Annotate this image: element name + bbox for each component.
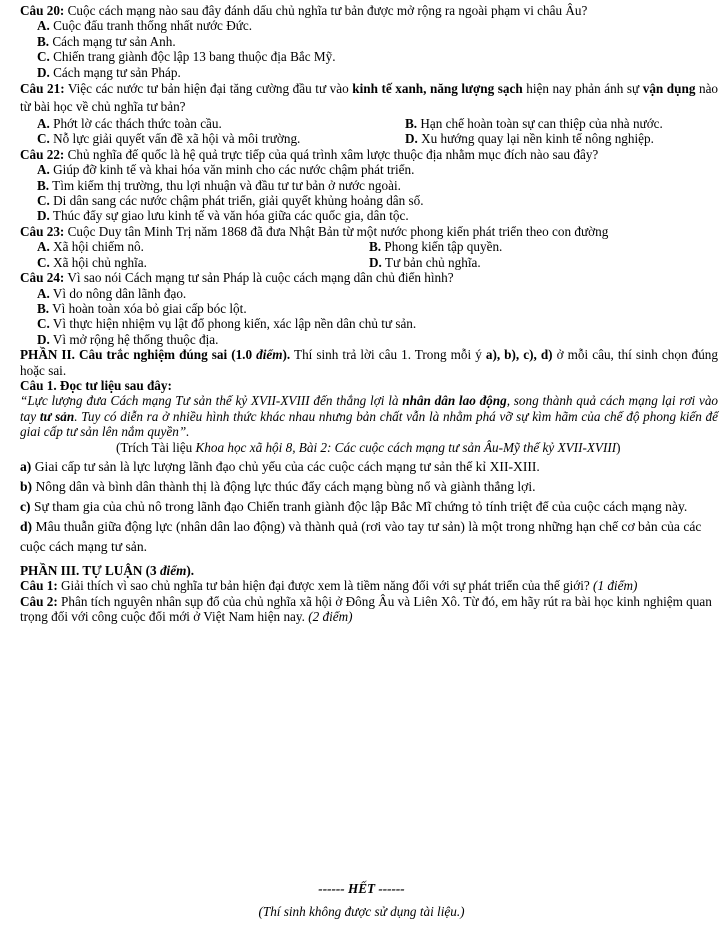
question-24: Câu 24: Vì sao nói Cách mạng tư sản Pháp là cuộc cách mạng dân chủ điển hình? — [20, 270, 454, 286]
question-23: Câu 23: Cuộc Duy tân Minh Trị năm 1868 đã đưa Nhật Bản từ một nước phong kiến phát triển theo con đường — [20, 223, 609, 239]
q20-option-c: C. Chiến trang giành độc lập 13 bang thuộc địa Bắc Mỹ. — [37, 49, 336, 65]
part-2-question-1: Câu 1. Đọc tư liệu sau đây: — [20, 377, 172, 393]
q22-option-a: A. Giúp đỡ kinh tế và khai hóa văn minh cho các nước chậm phát triển. — [37, 162, 415, 178]
q21-option-d: D. Xu hướng quay lại nền kinh tế nông nghiệp. — [405, 131, 654, 147]
q24-option-a: A. Vì do nông dân lãnh đạo. — [37, 285, 187, 301]
part-2-heading: PHẦN II. Câu trắc nghiệm đúng sai (1.0 điểm). Thí sinh trả lời câu 1. Trong mỗi ý a), b), c), d) ở mỗi câu, thí sinh chọn đúng hoặc sai. — [20, 347, 718, 378]
statement-a: a) Giai cấp tư sản là lực lượng lãnh đạo chủ yếu của các cuộc cách mạng tư sản thế kỉ XII-XIII. — [20, 458, 540, 474]
end-marker: ------ HẾT ------ — [318, 881, 405, 896]
q23-option-c: C. Xã hội chủ nghĩa. — [37, 254, 147, 270]
question-21: Câu 21: Việc các nước tư bản hiện đại tăng cường đầu tư vào kinh tế xanh, năng lượng sạch hiện nay phản ánh sự vận dụng nào từ bài học về chủ nghĩa tư bản? — [20, 81, 719, 115]
question-20: Câu 20: Cuộc cách mạng nào sau đây đánh dấu chủ nghĩa tư bản được mở rộng ra ngoài phạm vi châu Âu? — [20, 3, 588, 18]
source-quote: “Lực lượng đưa Cách mạng Tư sản thế kỷ XVII-XVIII đến thắng lợi là nhân dân lao động, song thành quả cách mạng lại rơi vào tay tư sản. Tuy có diễn ra ở nhiều hình thức khác nhau nhưng bản chất vẫn là nhằm phá vỡ sự kìm hãm của chế độ phong kiến để giai cấp tư sản lên nắm quyền”. — [20, 393, 719, 440]
q23-options-row-1 — [20, 239, 718, 254]
q21-option-a: A. Phớt lờ các thách thức toàn cầu. — [37, 116, 222, 132]
true-false-statements — [20, 457, 718, 557]
q24-option-b: B. Vì hoàn toàn xóa bỏ giai cấp bóc lột. — [37, 300, 247, 316]
essay-question-1: Câu 1: Giải thích vì sao chủ nghĩa tư bản hiện đại được xem là tiềm năng đối với sự phát triển của thế giới? (1 điểm) — [20, 578, 638, 594]
q22-option-c: C. Di dân sang các nước chậm phát triển, giải quyết khủng hoảng dân số. — [37, 193, 424, 209]
exam-page — [20, 3, 718, 625]
source-citation: (Trích Tài liệu Khoa học xã hội 8, Bài 2: Các cuộc cách mạng tư sản Âu-Mỹ thế kỷ XVII-XVIII) — [116, 439, 621, 455]
essay-question-2: Câu 2: Phân tích nguyên nhân sụp đổ của chủ nghĩa xã hội ở Đông Âu và Liên Xô. Từ đó, em hãy rút ra bài học kinh nghiệm quan trọng đối với công cuộc đổi mới ở Việt Nam hiện nay. (2 điểm) — [20, 593, 712, 625]
q23-option-b: B. Phong kiến tập quyền. — [369, 239, 503, 255]
question-22: Câu 22: Chủ nghĩa đế quốc là hệ quả trực tiếp của quá trình xâm lược thuộc địa nhằm mục đích nào sau đây? — [20, 146, 599, 162]
q23-options-row-2 — [20, 255, 718, 270]
q20-option-d: D. Cách mạng tư sản Pháp. — [37, 64, 181, 80]
footer-note: (Thí sinh không được sử dụng tài liệu.) — [258, 904, 465, 919]
q21-options-row-1 — [20, 116, 718, 131]
statement-d: d) Mâu thuẫn giữa động lực (nhân dân lao động) và thành quả (rơi vào tay tư sản) là một trong những hạn chế cơ bản của các cuộc cách mạng tư sản. — [20, 518, 702, 554]
statement-c: c) Sự tham gia của chủ nô trong lãnh đạo Chiến tranh giành độc lập Bắc Mĩ chứng tỏ tính triệt để của cuộc cách mạng này. — [20, 498, 688, 514]
q20-option-a: A. Cuộc đấu tranh thống nhất nước Đức. — [37, 18, 253, 34]
q24-option-c: C. Vì thực hiện nhiệm vụ lật đổ phong kiến, xác lập nền dân chủ tư sản. — [37, 316, 417, 332]
q21-option-c: C. Nỗ lực giải quyết vấn đề xã hội và môi trường. — [37, 131, 301, 147]
q23-option-a: A. Xã hội chiếm nô. — [37, 239, 144, 255]
q21-option-b: B. Hạn chế hoàn toàn sự can thiệp của nhà nước. — [405, 116, 663, 132]
q22-option-d: D. Thúc đẩy sự giao lưu kinh tế và văn hóa giữa các quốc gia, dân tộc. — [37, 208, 409, 224]
part-3-heading: PHẦN III. TỰ LUẬN (3 điểm). — [20, 562, 195, 578]
q23-option-d: D. Tư bản chủ nghĩa. — [369, 254, 481, 270]
q22-option-b: B. Tìm kiếm thị trường, thu lợi nhuận và đầu tư tư bản ở nước ngoài. — [37, 177, 401, 193]
statement-b: b) Nông dân và bình dân thành thị là động lực thúc đẩy cách mạng bùng nổ và giành thắng lợi. — [20, 478, 536, 494]
q24-option-d: D. Vì mở rộng hệ thống thuộc địa. — [37, 331, 219, 347]
q20-option-b: B. Cách mạng tư sản Anh. — [37, 33, 176, 49]
q21-options-row-2 — [20, 131, 718, 146]
